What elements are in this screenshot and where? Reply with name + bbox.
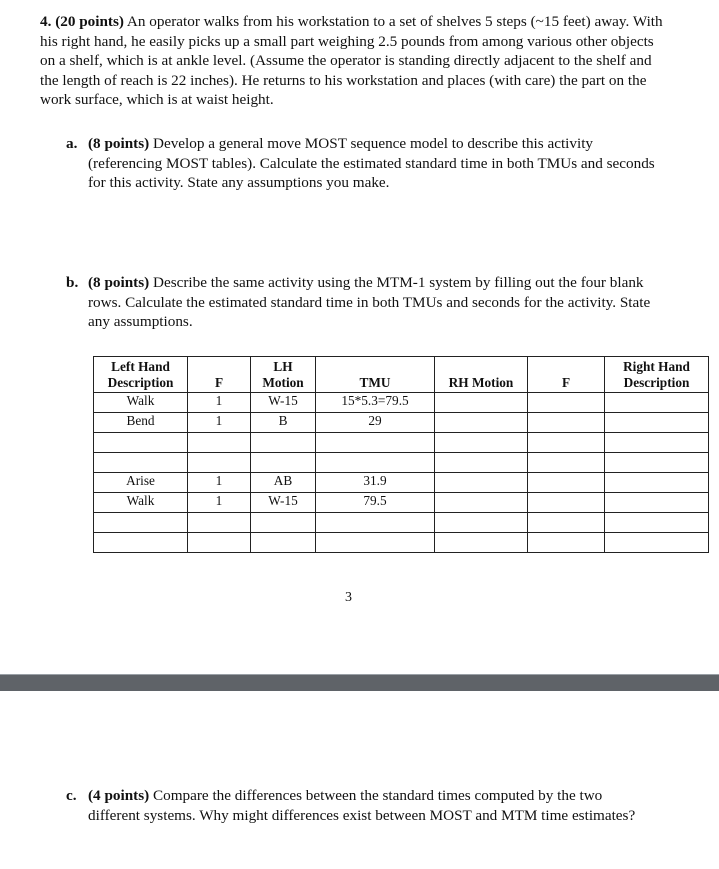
part-a-label: a. <box>66 135 78 152</box>
cell-right-frequency <box>528 433 605 453</box>
cell-right-frequency <box>528 413 605 433</box>
part-b-points: (8 points) <box>88 274 150 291</box>
cell-right-hand-description <box>605 433 709 453</box>
page-divider <box>0 674 719 691</box>
cell-right-frequency <box>528 513 605 533</box>
cell-lh-motion: B <box>251 413 316 433</box>
cell-left-frequency: 1 <box>188 393 251 413</box>
header-lh-motion: LH Motion <box>251 357 316 393</box>
cell-rh-motion <box>435 433 528 453</box>
table-header-row <box>94 357 709 393</box>
part-c-label: c. <box>66 787 77 804</box>
cell-left-hand-description: Walk <box>94 393 188 413</box>
cell-left-frequency <box>188 513 251 533</box>
table-row <box>94 413 709 433</box>
table-row <box>94 393 709 413</box>
cell-left-hand-description <box>94 433 188 453</box>
question-4-label: 4. (20 points) <box>40 13 124 30</box>
table-row <box>94 433 709 453</box>
part-b <box>66 273 656 332</box>
cell-left-hand-description: Walk <box>94 493 188 513</box>
cell-rh-motion <box>435 473 528 493</box>
cell-lh-motion: W-15 <box>251 393 316 413</box>
part-c <box>66 786 656 825</box>
cell-left-frequency <box>188 533 251 553</box>
cell-left-frequency: 1 <box>188 413 251 433</box>
cell-right-hand-description <box>605 393 709 413</box>
cell-left-frequency <box>188 453 251 473</box>
cell-right-hand-description <box>605 493 709 513</box>
question-4 <box>40 12 670 110</box>
cell-left-hand-description: Arise <box>94 473 188 493</box>
cell-tmu <box>316 433 435 453</box>
table-row <box>94 533 709 553</box>
part-a <box>66 134 656 193</box>
cell-rh-motion <box>435 513 528 533</box>
cell-right-hand-description <box>605 473 709 493</box>
cell-left-hand-description <box>94 533 188 553</box>
cell-tmu: 29 <box>316 413 435 433</box>
cell-lh-motion <box>251 433 316 453</box>
cell-right-frequency <box>528 393 605 413</box>
part-b-text: Describe the same activity using the MTM-1 system by filling out the four blank rows. Calculate the estimated standard time in both TMUs and seconds for the activity. State any assumptions. <box>88 274 651 331</box>
mtm-table <box>93 356 709 553</box>
header-left-frequency: F <box>188 357 251 393</box>
cell-tmu <box>316 453 435 473</box>
part-a-text: Develop a general move MOST sequence model to describe this activity (referencing MOST tables). Calculate the estimated standard time in both TMUs and seconds for this activity. State any assumptions you make. <box>88 135 655 192</box>
cell-tmu: 79.5 <box>316 493 435 513</box>
cell-right-hand-description <box>605 533 709 553</box>
page-number: 3 <box>345 590 352 605</box>
header-right-hand-description: Right Hand Description <box>605 357 709 393</box>
cell-right-frequency <box>528 473 605 493</box>
header-right-frequency: F <box>528 357 605 393</box>
cell-lh-motion: AB <box>251 473 316 493</box>
cell-left-frequency: 1 <box>188 473 251 493</box>
table-body <box>94 393 709 553</box>
cell-left-hand-description: Bend <box>94 413 188 433</box>
table-row <box>94 453 709 473</box>
question-4-text: An operator walks from his workstation to a set of shelves 5 steps (~15 feet) away. With his right hand, he easily picks up a small part weighing 2.5 pounds from among various other objects on a shelf, which is at ankle level. (Assume the operator is standing directly adjacent to the shelf and the length of reach is 22 inches). He returns to his workstation and places (with care) the part on the work surface, which is at waist height. <box>40 13 663 109</box>
cell-tmu <box>316 513 435 533</box>
cell-left-frequency: 1 <box>188 493 251 513</box>
cell-lh-motion <box>251 513 316 533</box>
header-left-hand-description: Left Hand Description <box>94 357 188 393</box>
cell-right-hand-description <box>605 413 709 433</box>
header-rh-motion: RH Motion <box>435 357 528 393</box>
header-tmu: TMU <box>316 357 435 393</box>
cell-lh-motion: W-15 <box>251 493 316 513</box>
part-c-points: (4 points) <box>88 787 150 804</box>
cell-left-hand-description <box>94 453 188 473</box>
cell-tmu <box>316 533 435 553</box>
table-row <box>94 513 709 533</box>
cell-right-hand-description <box>605 513 709 533</box>
cell-left-frequency <box>188 433 251 453</box>
cell-rh-motion <box>435 533 528 553</box>
cell-tmu: 15*5.3=79.5 <box>316 393 435 413</box>
cell-lh-motion <box>251 533 316 553</box>
table-row <box>94 473 709 493</box>
part-b-label: b. <box>66 274 79 291</box>
cell-rh-motion <box>435 493 528 513</box>
cell-rh-motion <box>435 393 528 413</box>
cell-right-hand-description <box>605 453 709 473</box>
cell-tmu: 31.9 <box>316 473 435 493</box>
cell-right-frequency <box>528 493 605 513</box>
part-a-points: (8 points) <box>88 135 150 152</box>
part-c-text: Compare the differences between the standard times computed by the two different systems. Why might differences exist between MOST and MTM time estimates? <box>88 787 636 824</box>
cell-lh-motion <box>251 453 316 473</box>
cell-right-frequency <box>528 453 605 473</box>
cell-rh-motion <box>435 413 528 433</box>
table-row <box>94 493 709 513</box>
cell-left-hand-description <box>94 513 188 533</box>
cell-rh-motion <box>435 453 528 473</box>
cell-right-frequency <box>528 533 605 553</box>
